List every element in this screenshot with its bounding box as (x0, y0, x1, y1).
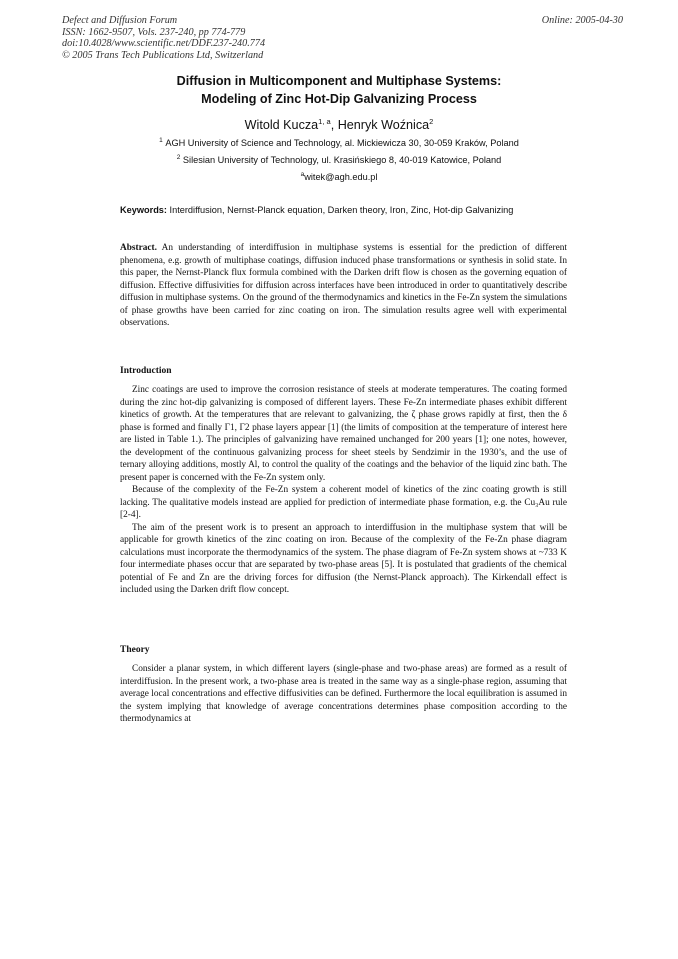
paragraph: Because of the complexity of the Fe-Zn system a coherent model of kinetics of the zinc coating growth is still lacking. The qualitative models instead are applied for prediction of intermediate phase formation, e.g. the Cu₃Au rule [2-4]. (120, 485, 567, 520)
section-heading-theory: Theory (120, 645, 150, 655)
section-heading-introduction: Introduction (120, 366, 172, 376)
affiliation-mark: 1 (159, 137, 163, 144)
affiliation-email (0, 172, 678, 182)
online-date: Online: 2005-04-30 (541, 15, 623, 26)
abstract-text: An understanding of interdiffusion in multiphase systems is essential for the prediction of different phenomena, e.g. growth of multiphase coatings, diffusion induced phase transformations or synthesis in solid state. In this paper, the Nernst-Planck flux formula combined with the Darken drift flow is chosen as the governing equation of diffusion. Effective diffusivities for diffusion across interfaces have been introduced in order to quantitatively describe diffusion in multiphase systems. On the ground of the thermodynamics and kinetics in the Fe-Zn system the simulations of phase growths have been carried for zinc coating on iron. The simulation results agree well with experimental observations. (120, 243, 567, 328)
author-list (0, 118, 678, 132)
affiliation-mark: a (300, 171, 305, 178)
journal-header (62, 15, 265, 61)
author-separator: , (330, 118, 338, 132)
paper-title (0, 73, 678, 108)
author-affiliation-mark: 2 (429, 117, 434, 126)
affiliation-mark: 2 (176, 154, 181, 161)
theory-body (120, 663, 567, 726)
journal-doi: doi:10.4028/www.scientific.net/DDF.237-240.774 (62, 38, 266, 49)
keywords (120, 205, 620, 215)
journal-issn: ISSN: 1662-9507, Vols. 237-240, pp 774-779 (62, 26, 246, 38)
keywords-label: Keywords: (120, 205, 167, 215)
affiliation-text: AGH University of Science and Technology, al. Mickiewicza 30, 30-059 Kraków, Poland (165, 138, 519, 148)
paragraph: Consider a planar system, in which different layers (single-phase and two-phase areas) are formed as a result of interdiffusion. In the present work, a two-phase area is treated in the same way as a single-phase region, assuming that average local concentrations and effective diffusivities can be defined. Furthermore the local equilibration is assumed in the system implying that knowledge of average concentrations determines phase composition according to the thermodynamics at (120, 664, 567, 724)
keywords-text: Interdiffusion, Nernst-Planck equation, Darken theory, Iron, Zinc, Hot-dip Galvanizing (166, 205, 514, 215)
abstract-label: Abstract. (120, 243, 157, 253)
affiliation-text: Silesian University of Technology, ul. Krasińskiego 8, 40-019 Katowice, Poland (182, 155, 502, 165)
author-name: Henryk Woźnica (337, 118, 430, 132)
title-line-1: Diffusion in Multicomponent and Multiphase Systems: (176, 74, 502, 88)
journal-name: Defect and Diffusion Forum (62, 15, 178, 26)
abstract (120, 242, 567, 330)
paragraph: The aim of the present work is to present an approach to interdiffusion in the multiphase system that will be applicable for growth kinetics of the zinc coating on iron. Because of the complexity of the Fe-Zn phase diagram calculations must incorporate the thermodynamics of the system. The phase diagram of Fe-Zn system shows at ~733 K four intermediate phases occur that are separated by two-phase areas [5]. It is postulated that gradients of the chemical potential of Fe and Zn are the driving forces for diffusion (the Nernst-Planck approach). The Kirkendall effect is included using the Darken drift flow concept. (120, 522, 567, 595)
title-line-2: Modeling of Zinc Hot-Dip Galvanizing Process (201, 91, 477, 106)
affiliation-1 (0, 138, 678, 148)
author-name: Witold Kucza (244, 118, 319, 132)
paragraph: Zinc coatings are used to improve the corrosion resistance of steels at moderate temperatures. The coating formed during the zinc hot-dip galvanizing is composed of different layers. These Fe-Zn intermediate phases exhibit different kinetics of growth. At the temperatures that are relevant to galvanizing, the ζ phase grows rapidly at first, then the δ phase is formed and finally Γ1, Γ2 phase layers appear [1] (the limits of composition at the temperature of interest here are listed in Table 1.). The principles of galvanizing have remained unchanged for 200 years [1]; one notes, however, the development of the continuous galvanizing process for sheet steels by Sendzimir in the 1930’s, and the use of ternary alloying additions, mostly Al, to control the quality of the coatings and the behavior of the liquid zinc bath. The present paper is concerned with the Fe-Zn system only. (120, 385, 567, 483)
author-affiliation-mark: 1, a (318, 117, 331, 126)
introduction-body (120, 384, 567, 597)
journal-copyright: © 2005 Trans Tech Publications Ltd, Switzerland (62, 49, 264, 61)
author-email: witek@agh.edu.pl (304, 172, 378, 182)
affiliation-2 (0, 155, 678, 165)
